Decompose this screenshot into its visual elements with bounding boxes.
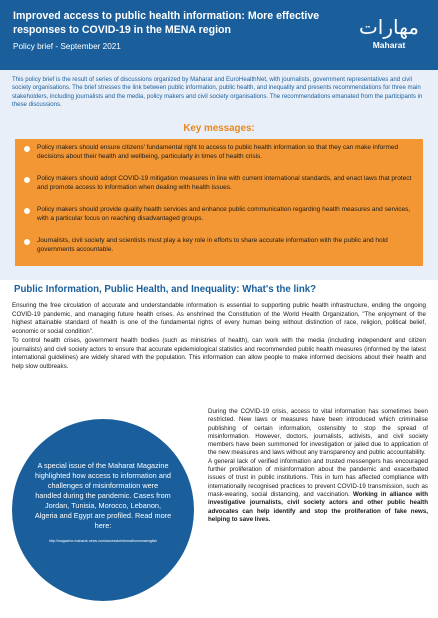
right-column-bold-statement: Working in alliance with investigative journalists, civil society actors and other public health advocates can help identify and stop the proliferation of fake news, helping to save lives. (208, 490, 428, 523)
right-column-paragraph-2: A general lack of verified information and trusted messengers has encouraged further proliferation of misinformation about the pandemic and exacerbated issues of trust in public institutions. This in turn has affected compliance with internationally recognised practices to prevent COVID-19 transmission, such as mask-wearing, social distancing, and vaccination. (208, 457, 428, 498)
intro-paragraph: This policy brief is the result of series of discussions organized by Maharat and EuroHealthNet, with journalists, government representatives and civil society organisations. The brief stresses the link between public information, public health, and inequality and presents recommendations for three main stakeholders, including journalists and the media, policy makers and civil society organisations. The recommendations emanated from the participants in these discussions. (12, 76, 423, 109)
body-paragraph-1: Ensuring the free circulation of accurate and understandable information is essential to supporting public health infrastructure, ending the ongoing COVID-19 pandemic, and managing future health crises. As enshrined the Constitution of the World Health Organization, "The enjoyment of the highest attainable standard of health is one of the fundamental rights of every human being without distinction of race, religion, political belief, economic or social condition". (12, 302, 426, 335)
right-column (208, 408, 428, 524)
header-banner (0, 0, 438, 70)
right-column-paragraph-1: During the COVID-19 crisis, access to vital information has sometimes been restricted. New laws or measures have been introduced which criminalise publishing of certain information, ostensibly to stop the spread of misinformation. However, doctors, journalists, activists, and civil society members have been summoned for investigation or jailed due to application of the new measures and laws without any transparency and public accountability. (208, 408, 428, 457)
document-title: Improved access to public health information: More effective responses to COVID-19 in the MENA region (13, 10, 320, 36)
maharat-logo (352, 14, 426, 62)
callout-text: A special issue of the Maharat Magazine highlighted how access to information and challenges of misinformation were handled during the pandemic. Cases from Jordan, Tunisia, Morocco, Lebanon, Algeria and Egypt are profiled. Read more here: (34, 461, 172, 530)
document-subtitle: Policy brief - September 2021 (13, 42, 121, 51)
key-messages-panel (15, 139, 423, 266)
bullet-icon (24, 146, 30, 152)
section-heading: Public Information, Public Health, and Inequality: What's the link? (14, 284, 317, 295)
key-message-text: Policy makers should adopt COVID-19 mitigation measures in line with current international standards, and enact laws that protect and promote access to information when dealing with health issues. (37, 175, 412, 191)
key-message-text: Policy makers should provide quality health services and enhance public communication regarding health measures and services, with a particular focus on reaching disadvantaged groups. (37, 206, 411, 222)
bullet-icon (24, 239, 30, 245)
logo-arabic-text: مهارات (358, 15, 420, 39)
body-paragraph-2: To control health crises, government health bodies (such as ministries of health), can work with the media (including independent and citizen journalists) and civil society actors to ensure that accurate epidemiological statistics and recommended public health measures (informed by the latest international guidelines) are widely shared with the population. This information can allow people to make informed decisions about their health and help slow outbreaks. (12, 337, 426, 370)
key-message-text: Policy makers should ensure citizens' fundamental right to access to public health information so that they can make informed decisions about their health and wellbeing, particularly in times of health crisis. (37, 144, 399, 160)
key-message-text: Journalists, civil society and scientists must play a key role in efforts to share accurate information with the public and hold governments accountable. (37, 237, 388, 253)
callout-link[interactable]: http://magazine.maharat-news.com/accesstoinformationonnaenglish (48, 539, 158, 543)
bullet-icon (24, 177, 30, 183)
bullet-icon (24, 208, 30, 214)
logo-latin-text: Maharat (372, 40, 406, 50)
key-messages-heading: Key messages: (183, 123, 255, 134)
